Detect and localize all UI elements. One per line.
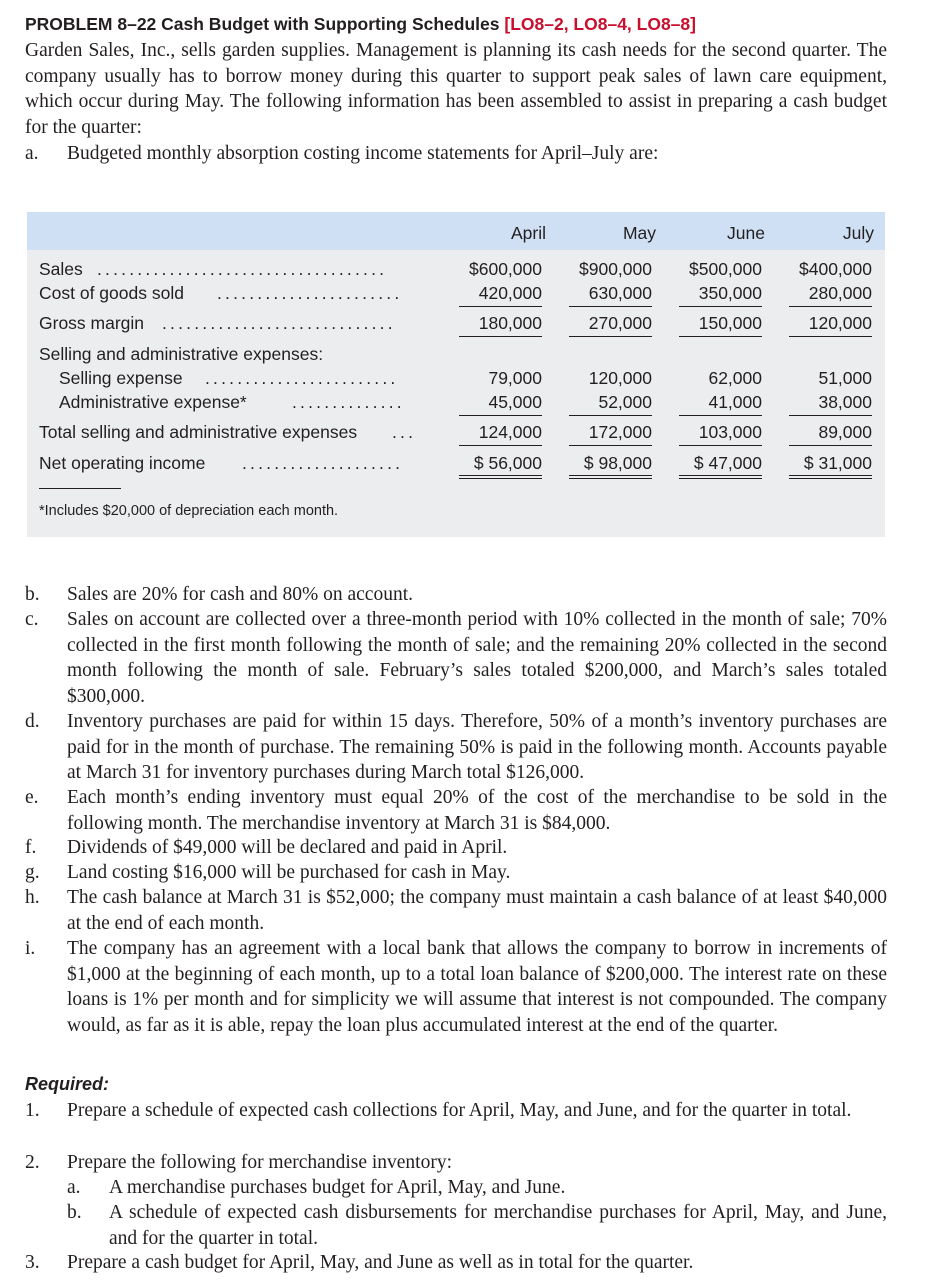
required-3 bbox=[25, 1250, 887, 1276]
cell-admin-april: 45,000 bbox=[488, 392, 542, 412]
problem-heading: PROBLEM 8–22 Cash Budget with Supporting Schedules bbox=[25, 14, 500, 34]
row-label-sga-heading: Selling and administrative expenses: bbox=[39, 344, 324, 364]
underline bbox=[569, 336, 652, 337]
underline bbox=[789, 415, 872, 416]
cell-gross-margin-april: 180,000 bbox=[478, 313, 542, 333]
column-header-may: May bbox=[622, 223, 656, 243]
required-2 bbox=[25, 1150, 887, 1176]
item-label: b. bbox=[25, 584, 40, 605]
required-2b bbox=[67, 1200, 887, 1251]
item-c bbox=[25, 607, 887, 710]
row-label-total-sga: Total selling and administrative expenses bbox=[39, 422, 358, 442]
item-label: f. bbox=[25, 837, 37, 858]
cell-sales-may: $900,000 bbox=[579, 259, 652, 279]
problem-intro: Garden Sales, Inc., sells garden supplies. Management is planning its cash needs for the second quarter. The company usually has to borrow money during this quarter to support peak sales of lawn care equipment, which occur during May. The following information has been assembled to assist in preparing a cash budget for the quarter: bbox=[25, 40, 887, 138]
cell-cogs-april: 420,000 bbox=[478, 283, 542, 303]
required-2a bbox=[67, 1175, 887, 1201]
leader-dots: ... bbox=[392, 422, 417, 442]
leader-dots: .................... bbox=[242, 453, 404, 473]
item-text: The company has an agreement with a local bank that allows the company to borrow in increments of $1,000 at the beginning of each month, up to a total loan balance of $200,000. The interest rate on these loans is 1% per month and for simplicity we will assume that interest is not compounded. The company would, as far as it is able, repay the loan plus accumulated interest at the end of the quarter. bbox=[67, 938, 887, 1036]
problem-title bbox=[25, 12, 905, 36]
item-text: Inventory purchases are paid for within 15 days. Therefore, 50% of a month’s inventory purchases are paid for in the month of purchase. The remaining 50% is paid in the following month. Accounts payable at March 31 for inventory purchases during March total $126,000. bbox=[67, 711, 887, 784]
column-header-april: April bbox=[510, 223, 546, 243]
cell-admin-july: 38,000 bbox=[818, 392, 872, 412]
cell-admin-may: 52,000 bbox=[598, 392, 652, 412]
cell-selling-june: 62,000 bbox=[708, 368, 762, 388]
double-underline bbox=[679, 475, 762, 479]
item-label: d. bbox=[25, 711, 40, 732]
row-label-selling-expense: Selling expense bbox=[59, 368, 183, 388]
item-text: Sales on account are collected over a three-month period with 10% collected in the month of sale; 70% collected in the first month following the month of sale; and the remaining 20% collected in the second month following the month of sale. February’s sales totaled $200,000, and March’s sales totaled $300,000. bbox=[67, 609, 887, 707]
underline bbox=[459, 336, 542, 337]
cell-gross-margin-may: 270,000 bbox=[588, 313, 652, 333]
underline bbox=[679, 336, 762, 337]
cell-gross-margin-july: 120,000 bbox=[808, 313, 872, 333]
item-a bbox=[25, 141, 887, 167]
double-underline bbox=[459, 475, 542, 479]
underline bbox=[789, 336, 872, 337]
item-e bbox=[25, 785, 887, 836]
required-text: Prepare a schedule of expected cash collections for April, May, and June, and for the quarter in total. bbox=[67, 1100, 852, 1121]
underline bbox=[569, 415, 652, 416]
underline bbox=[679, 415, 762, 416]
cell-noi-july: $ 31,000 bbox=[803, 453, 872, 473]
cell-cogs-june: 350,000 bbox=[698, 283, 762, 303]
item-text: Land costing $16,000 will be purchased for cash in May. bbox=[67, 862, 511, 883]
underline bbox=[789, 306, 872, 307]
item-label: c. bbox=[25, 609, 39, 630]
leader-dots: .................................... bbox=[97, 259, 388, 279]
item-h bbox=[25, 885, 887, 936]
underline bbox=[789, 445, 872, 446]
leader-dots: ........................ bbox=[205, 368, 399, 388]
cell-total-sga-july: 89,000 bbox=[818, 422, 872, 442]
leader-dots: .............. bbox=[292, 392, 405, 412]
underline bbox=[459, 445, 542, 446]
cell-total-sga-april: 124,000 bbox=[478, 422, 542, 442]
income-statement-table bbox=[27, 212, 885, 537]
column-header-july: July bbox=[842, 223, 874, 243]
row-label-admin-expense: Administrative expense* bbox=[59, 392, 247, 412]
leader-dots: ....................... bbox=[217, 283, 403, 303]
item-label: g. bbox=[25, 862, 40, 883]
required-label: a. bbox=[67, 1177, 81, 1198]
item-text: Dividends of $49,000 will be declared and paid in April. bbox=[67, 837, 508, 858]
column-header-june: June bbox=[727, 223, 765, 243]
required-label: b. bbox=[67, 1202, 82, 1223]
required-text: Prepare the following for merchandise inventory: bbox=[67, 1152, 453, 1173]
item-f bbox=[25, 835, 887, 861]
underline bbox=[569, 445, 652, 446]
item-i bbox=[25, 936, 887, 1066]
underline bbox=[679, 306, 762, 307]
row-label-gross-margin: Gross margin bbox=[39, 313, 145, 333]
required-label: 1. bbox=[25, 1100, 40, 1121]
required-text: A merchandise purchases budget for April, May, and June. bbox=[109, 1177, 566, 1198]
footnote-rule bbox=[39, 488, 121, 489]
table-footnote: *Includes $20,000 of depreciation each month. bbox=[39, 503, 339, 519]
cell-selling-may: 120,000 bbox=[588, 368, 652, 388]
item-a-text: Budgeted monthly absorption costing income statements for April–July are: bbox=[67, 143, 659, 164]
row-label-sales: Sales bbox=[39, 259, 83, 279]
required-heading: Required: bbox=[25, 1074, 110, 1094]
row-label-cogs: Cost of goods sold bbox=[39, 283, 184, 303]
cell-noi-june: $ 47,000 bbox=[693, 453, 762, 473]
item-d bbox=[25, 709, 887, 786]
cell-noi-may: $ 98,000 bbox=[583, 453, 652, 473]
item-label: i. bbox=[25, 938, 36, 959]
cell-total-sga-june: 103,000 bbox=[698, 422, 762, 442]
required-label: 3. bbox=[25, 1252, 40, 1273]
item-label: h. bbox=[25, 887, 40, 908]
cell-sales-april: $600,000 bbox=[469, 259, 542, 279]
cell-cogs-july: 280,000 bbox=[808, 283, 872, 303]
cell-cogs-may: 630,000 bbox=[588, 283, 652, 303]
required-text: A schedule of expected cash disbursements for merchandise purchases for April, May, and June, and for the quarter in total. bbox=[109, 1202, 887, 1249]
cell-selling-april: 79,000 bbox=[488, 368, 542, 388]
item-text: The cash balance at March 31 is $52,000; the company must maintain a cash balance of at least $40,000 at the end of each month. bbox=[67, 887, 887, 934]
leader-dots: ............................. bbox=[162, 313, 396, 333]
item-text: Sales are 20% for cash and 80% on account. bbox=[67, 584, 414, 605]
item-label: e. bbox=[25, 787, 39, 808]
required-label: 2. bbox=[25, 1152, 40, 1173]
item-g bbox=[25, 860, 887, 886]
cell-noi-april: $ 56,000 bbox=[473, 453, 542, 473]
cell-sales-june: $500,000 bbox=[689, 259, 762, 279]
cell-total-sga-may: 172,000 bbox=[588, 422, 652, 442]
cell-admin-june: 41,000 bbox=[708, 392, 762, 412]
required-1 bbox=[25, 1098, 887, 1149]
required-text: Prepare a cash budget for April, May, and June as well as in total for the quarter. bbox=[67, 1252, 694, 1273]
item-a-label: a. bbox=[25, 143, 39, 164]
cell-gross-margin-june: 150,000 bbox=[698, 313, 762, 333]
row-label-net-operating-income: Net operating income bbox=[39, 453, 206, 473]
underline bbox=[679, 445, 762, 446]
item-text: Each month’s ending inventory must equal 20% of the cost of the merchandise to be sold in the following month. The merchandise inventory at March 31 is $84,000. bbox=[67, 787, 887, 834]
underline bbox=[459, 415, 542, 416]
double-underline bbox=[569, 475, 652, 479]
cell-sales-july: $400,000 bbox=[799, 259, 872, 279]
learning-objectives: [LO8–2, LO8–4, LO8–8] bbox=[504, 14, 696, 34]
underline bbox=[569, 306, 652, 307]
underline bbox=[459, 306, 542, 307]
cell-selling-july: 51,000 bbox=[818, 368, 872, 388]
double-underline bbox=[789, 475, 872, 479]
item-b bbox=[25, 582, 887, 608]
